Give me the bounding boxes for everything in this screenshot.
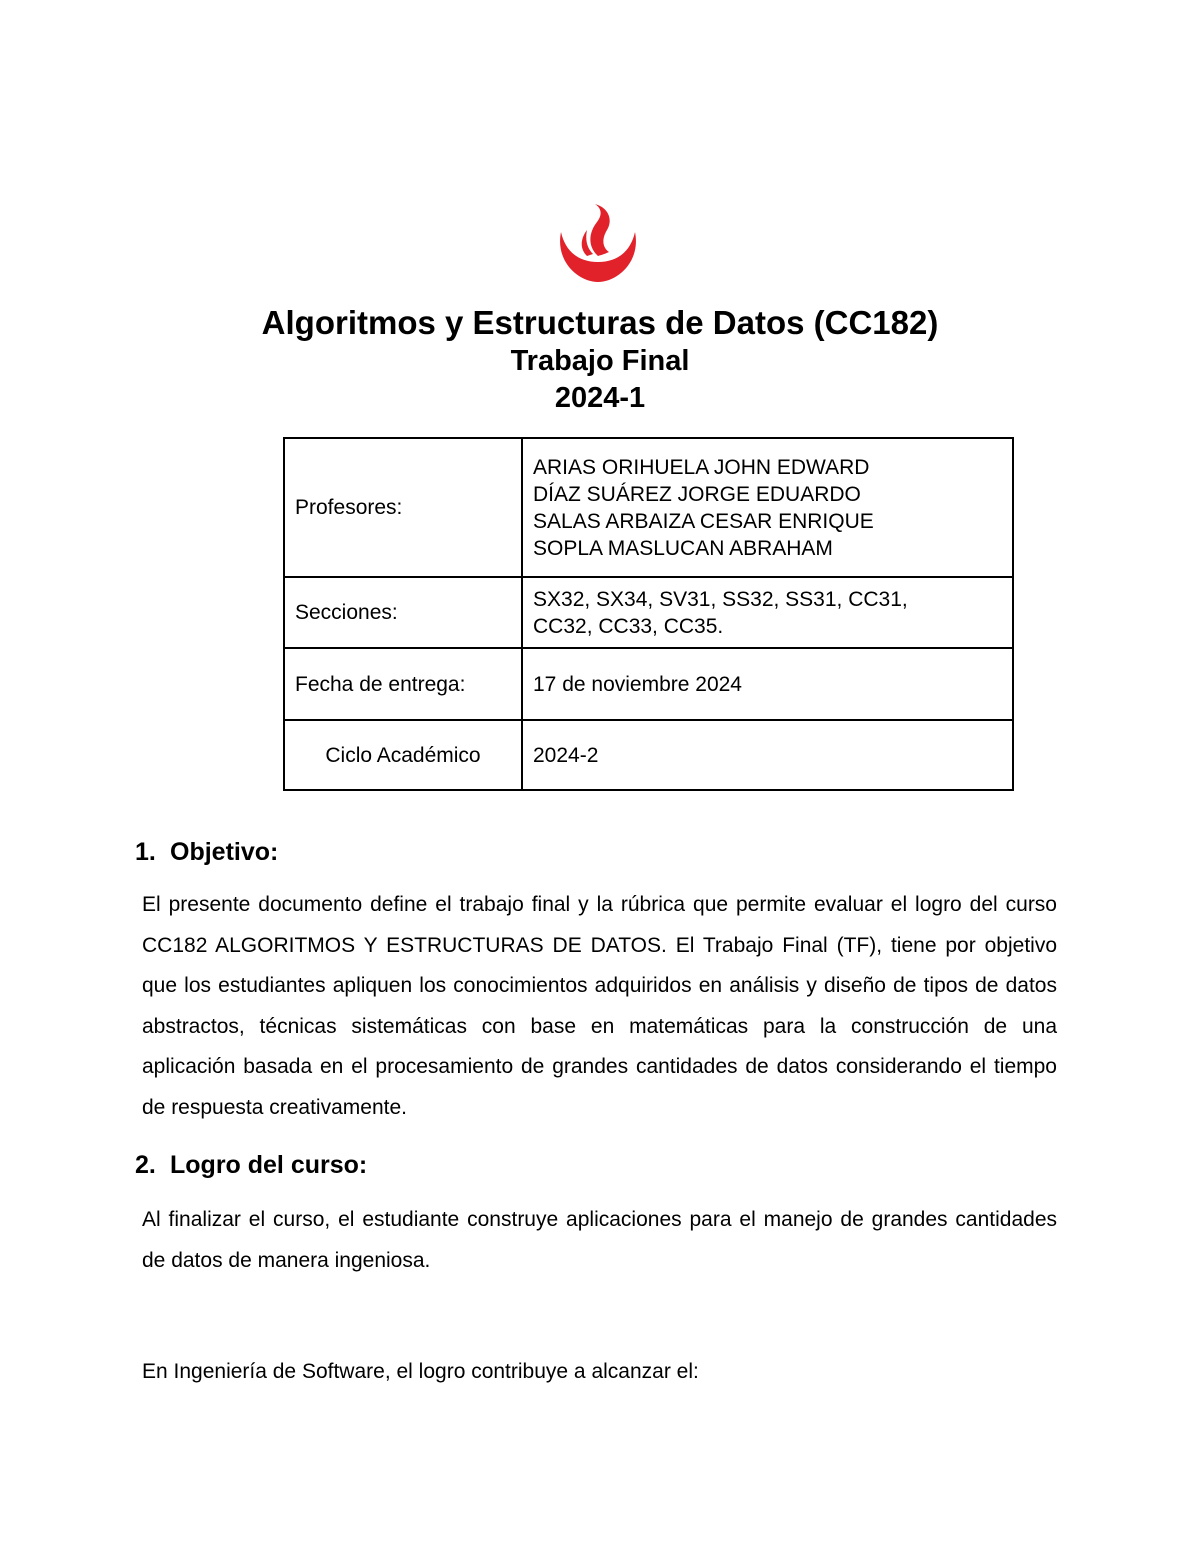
due-date-value: 17 de noviembre 2024 [522, 648, 1013, 720]
table-row [284, 648, 1013, 720]
table-row [284, 438, 1013, 577]
sections-line: SX32, SX34, SV31, SS32, SS31, CC31, [533, 587, 908, 611]
table-row [284, 720, 1013, 790]
course-title: Algoritmos y Estructuras de Datos (CC182) [261, 304, 939, 341]
upc-logo-icon [557, 204, 639, 282]
professor-name: DÍAZ SUÁREZ JORGE EDUARDO [533, 482, 861, 506]
row-label-academic-cycle: Ciclo Académico [284, 720, 522, 790]
professor-name: ARIAS ORIHUELA JOHN EDWARD [533, 455, 870, 479]
section-title: Logro del curso: [170, 1151, 368, 1179]
row-label-professors: Profesores: [284, 438, 522, 577]
sections-line: CC32, CC33, CC35. [533, 614, 724, 638]
section-heading-course-achievement [135, 1151, 367, 1180]
objective-paragraph: El presente documento define el trabajo final y la rúbrica que permite evaluar el logro del curso CC182 ALGORITMOS Y ESTRUCTURAS DE DATOS. El Trabajo Final (TF), tiene por objetivo que los estudiantes apliquen los conocimientos adquiridos en análisis y diseño de tipos de datos abstractos, técnicas sistemáticas con base en matemáticas para la construcción de una aplicación basada en el procesamiento de grandes cantidades de datos considerando el tiempo de respuesta creativamente. [142, 893, 1057, 1119]
software-engineering-paragraph: En Ingeniería de Software, el logro contribuye a alcanzar el: [142, 1360, 699, 1383]
row-label-sections: Secciones: [284, 577, 522, 648]
professor-name: SALAS ARBAIZA CESAR ENRIQUE [533, 509, 874, 533]
row-label-due-date: Fecha de entrega: [284, 648, 522, 720]
section-heading-objective [135, 838, 278, 867]
academic-cycle-value: 2024-2 [522, 720, 1013, 790]
course-info-table [283, 437, 1014, 791]
term-label: 2024-1 [554, 382, 646, 414]
professor-name: SOPLA MASLUCAN ABRAHAM [533, 536, 833, 560]
sections-cell [522, 577, 1013, 648]
table-row [284, 577, 1013, 648]
section-number: 2. [135, 1151, 156, 1179]
section-title: Objetivo: [170, 838, 279, 866]
achievement-paragraph: Al finalizar el curso, el estudiante construye aplicaciones para el manejo de grandes cantidades de datos de manera ingeniosa. [142, 1208, 1057, 1272]
section-number: 1. [135, 838, 156, 866]
document-subtitle: Trabajo Final [510, 345, 690, 377]
professors-cell [522, 438, 1013, 577]
